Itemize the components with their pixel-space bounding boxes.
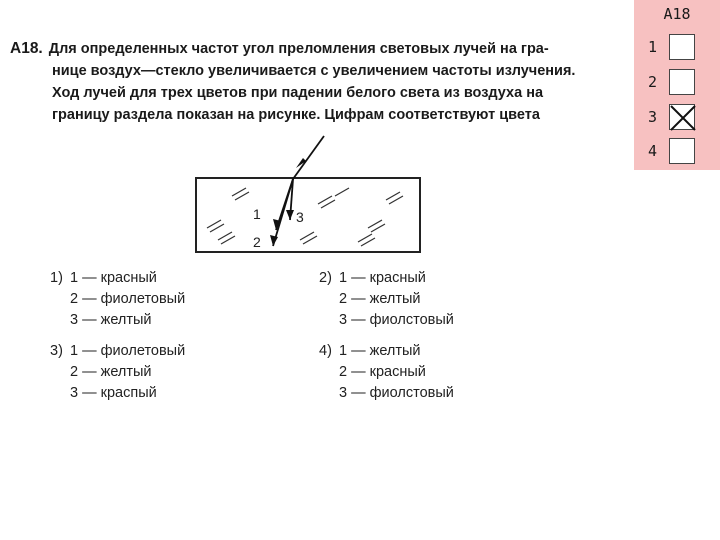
question-line: границу раздела показан на рисунке. Цифрам соответствуют цвета [52, 107, 540, 123]
choice-2[interactable] [319, 268, 454, 331]
checkbox[interactable] [669, 138, 695, 164]
ray-label-2: 2 [253, 234, 261, 250]
checkbox-checked[interactable] [669, 104, 695, 130]
question-line: Для определенных частот угол преломления световых лучей на гра- [48, 41, 549, 57]
choice-row: 1 — красный [339, 270, 426, 286]
answer-option-1[interactable] [646, 34, 716, 60]
option-number: 2 [648, 73, 658, 91]
answer-option-2[interactable] [646, 69, 716, 95]
option-number: 1 [648, 38, 658, 56]
incident-ray [293, 136, 324, 179]
choice-row: 3 — фиолстовый [339, 385, 454, 401]
option-number: 4 [648, 142, 658, 160]
question-text [10, 38, 622, 126]
ray-label-3: 3 [296, 209, 304, 225]
choice-row: 1 — желтый [339, 343, 421, 359]
question-number: А18. [10, 40, 43, 57]
answer-panel [634, 0, 720, 170]
checkbox[interactable] [669, 34, 695, 60]
cross-mark-icon [670, 105, 696, 131]
checkbox[interactable] [669, 69, 695, 95]
choice-row: 2 — желтый [70, 364, 152, 380]
ray-label-1: 1 [253, 206, 261, 222]
panel-title: A18 [663, 5, 691, 23]
choice-row: 1 — красный [70, 270, 157, 286]
choice-label: 3) [50, 343, 63, 359]
choice-4[interactable] [319, 341, 454, 404]
question-line: Ход лучей для трех цветов при падении белого света из воздуха на [52, 85, 544, 101]
answer-option-4[interactable] [646, 138, 716, 164]
choice-label: 4) [319, 343, 332, 359]
choice-row: 2 — красный [339, 364, 426, 380]
choice-row: 3 — желтый [70, 312, 152, 328]
choice-row: 2 — фиолетовый [70, 291, 186, 307]
choice-1[interactable] [50, 268, 185, 331]
refraction-figure [190, 130, 430, 260]
question-line: нице воздух—стекло увеличивается с увеличением частоты излучения. [52, 63, 576, 79]
option-number: 3 [648, 108, 658, 126]
choice-row: 2 — желтый [339, 291, 421, 307]
choice-3[interactable] [50, 341, 185, 404]
choice-row: 3 — краспый [70, 385, 157, 401]
choice-label: 1) [50, 270, 63, 286]
answer-option-3[interactable] [646, 104, 716, 130]
choice-label: 2) [319, 270, 332, 286]
choice-row: 1 — фиолетовый [70, 343, 186, 359]
choice-row: 3 — фиолстовый [339, 312, 454, 328]
